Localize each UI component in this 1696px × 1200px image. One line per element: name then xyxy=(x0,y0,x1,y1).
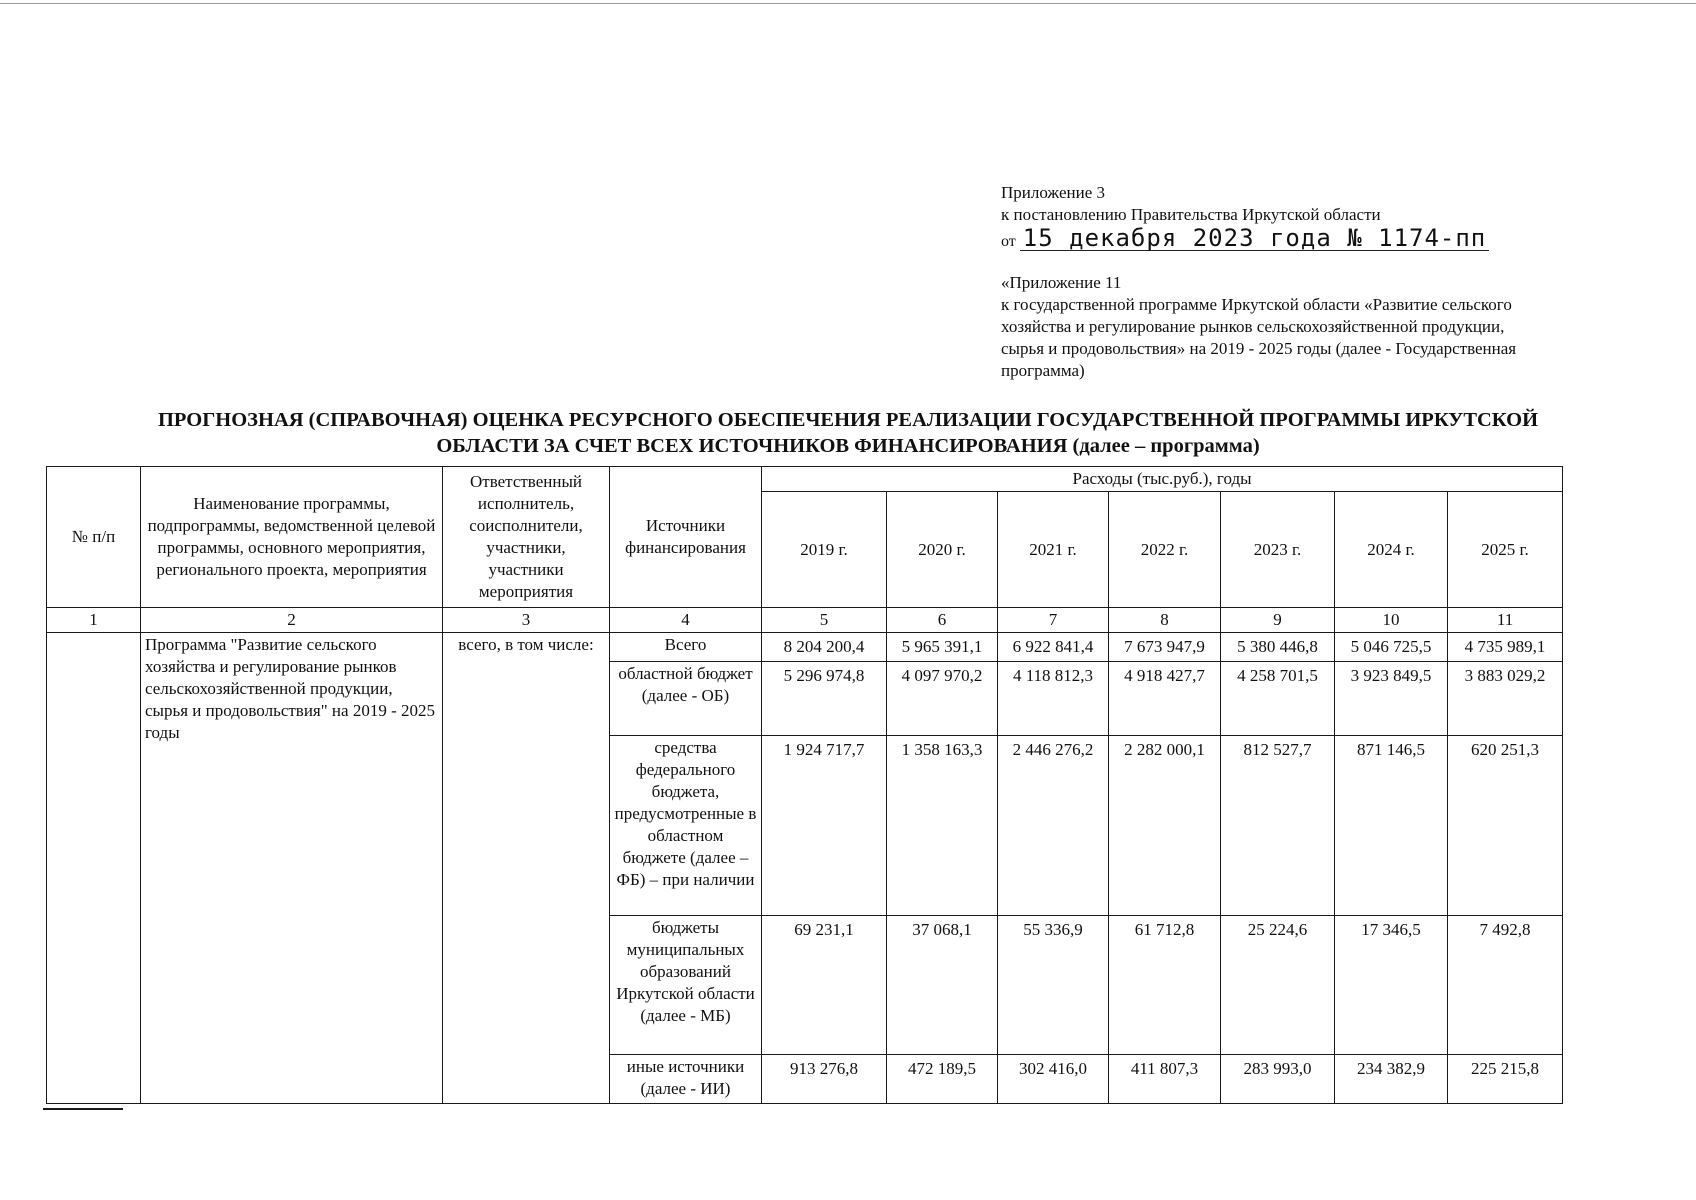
value-cell: 69 231,1 xyxy=(762,916,887,1055)
value-cell: 6 922 841,4 xyxy=(998,633,1109,662)
column-number: 7 xyxy=(998,608,1109,633)
header-year: 2023 г. xyxy=(1221,492,1335,608)
program-reference xyxy=(1001,272,1601,382)
column-numbers-row xyxy=(47,608,1563,633)
program-ref-line: хозяйства и регулирование рынков сельскохозяйственной продукции, xyxy=(1001,317,1505,336)
value-cell: 7 492,8 xyxy=(1448,916,1563,1055)
annex-block xyxy=(1001,182,1601,382)
value-cell: 2 282 000,1 xyxy=(1109,736,1221,916)
value-cell: 225 215,8 xyxy=(1448,1055,1563,1104)
header-row xyxy=(47,467,1563,492)
column-number: 8 xyxy=(1109,608,1221,633)
order-prefix: от xyxy=(1001,233,1016,250)
column-number: 1 xyxy=(47,608,141,633)
value-cell: 5 965 391,1 xyxy=(887,633,998,662)
program-ref-line: к государственной программе Иркутской области «Развитие сельского xyxy=(1001,295,1512,314)
header-year: 2025 г. xyxy=(1448,492,1563,608)
order-date-line xyxy=(1001,226,1601,253)
header-sources: Источники финансирования xyxy=(610,467,762,608)
table-bottom-rule xyxy=(43,1108,123,1110)
value-cell: 620 251,3 xyxy=(1448,736,1563,916)
table-row xyxy=(47,633,1563,662)
header-year: 2024 г. xyxy=(1335,492,1448,608)
value-cell: 472 189,5 xyxy=(887,1055,998,1104)
program-responsible: всего, в том числе: xyxy=(443,633,610,1104)
header-name: Наименование программы, подпрограммы, ведомственной целевой программы, основного мероприятия, регионального проекта, мероприятия xyxy=(141,467,443,608)
document-title xyxy=(90,407,1606,459)
source-cell: областной бюджет (далее - ОБ) xyxy=(610,662,762,736)
scan-top-edge xyxy=(0,3,1696,4)
value-cell: 3 923 849,5 xyxy=(1335,662,1448,736)
value-cell: 8 204 200,4 xyxy=(762,633,887,662)
value-cell: 5 296 974,8 xyxy=(762,662,887,736)
header-year: 2021 г. xyxy=(998,492,1109,608)
value-cell: 17 346,5 xyxy=(1335,916,1448,1055)
column-number: 2 xyxy=(141,608,443,633)
column-number: 11 xyxy=(1448,608,1563,633)
value-cell: 1 924 717,7 xyxy=(762,736,887,916)
financing-table xyxy=(46,466,1563,1104)
column-number: 6 xyxy=(887,608,998,633)
source-cell: средства федерального бюджета, предусмотренные в областном бюджете (далее – ФБ) – при наличии xyxy=(610,736,762,916)
value-cell: 5 380 446,8 xyxy=(1221,633,1335,662)
value-cell: 1 358 163,3 xyxy=(887,736,998,916)
value-cell: 913 276,8 xyxy=(762,1055,887,1104)
column-number: 4 xyxy=(610,608,762,633)
annex-resolution-ref: к постановлению Правительства Иркутской области xyxy=(1001,205,1381,224)
value-cell: 37 068,1 xyxy=(887,916,998,1055)
program-ref-line: программа) xyxy=(1001,361,1085,380)
value-cell: 61 712,8 xyxy=(1109,916,1221,1055)
column-number: 9 xyxy=(1221,608,1335,633)
header-num: № п/п xyxy=(47,467,141,608)
value-cell: 4 918 427,7 xyxy=(1109,662,1221,736)
column-number: 10 xyxy=(1335,608,1448,633)
source-cell: Всего xyxy=(610,633,762,662)
program-name: Программа "Развитие сельского хозяйства и регулирование рынков сельскохозяйственной продукции, сырья и продовольствия" на 2019 - 2025 годы xyxy=(141,633,443,1104)
header-year: 2020 г. xyxy=(887,492,998,608)
value-cell: 3 883 029,2 xyxy=(1448,662,1563,736)
value-cell: 4 735 989,1 xyxy=(1448,633,1563,662)
value-cell: 4 118 812,3 xyxy=(998,662,1109,736)
value-cell: 4 258 701,5 xyxy=(1221,662,1335,736)
value-cell: 2 446 276,2 xyxy=(998,736,1109,916)
value-cell: 7 673 947,9 xyxy=(1109,633,1221,662)
source-cell: бюджеты муниципальных образований Иркутской области (далее - МБ) xyxy=(610,916,762,1055)
value-cell: 302 416,0 xyxy=(998,1055,1109,1104)
header-year: 2022 г. xyxy=(1109,492,1221,608)
annex-title: Приложение 3 xyxy=(1001,183,1105,202)
program-num xyxy=(47,633,141,1104)
order-number-handwritten: 15 декабря 2023 года № 1174-пп xyxy=(1020,226,1489,251)
header-responsible: Ответственный исполнитель, соисполнители, участники, участники мероприятия xyxy=(443,467,610,608)
value-cell: 871 146,5 xyxy=(1335,736,1448,916)
value-cell: 234 382,9 xyxy=(1335,1055,1448,1104)
value-cell: 812 527,7 xyxy=(1221,736,1335,916)
header-expenses: Расходы (тыс.руб.), годы xyxy=(762,467,1563,492)
value-cell: 5 046 725,5 xyxy=(1335,633,1448,662)
value-cell: 55 336,9 xyxy=(998,916,1109,1055)
column-number: 5 xyxy=(762,608,887,633)
column-number: 3 xyxy=(443,608,610,633)
title-line: ОБЛАСТИ ЗА СЧЕТ ВСЕХ ИСТОЧНИКОВ ФИНАНСИРОВАНИЯ (далее – программа) xyxy=(436,435,1260,457)
program-ref-line: сырья и продовольствия» на 2019 - 2025 годы (далее - Государственная xyxy=(1001,339,1517,358)
program-ref-line: «Приложение 11 xyxy=(1001,273,1122,292)
value-cell: 283 993,0 xyxy=(1221,1055,1335,1104)
title-line: ПРОГНОЗНАЯ (СПРАВОЧНАЯ) ОЦЕНКА РЕСУРСНОГО ОБЕСПЕЧЕНИЯ РЕАЛИЗАЦИИ ГОСУДАРСТВЕННОЙ ПРОГРАММЫ ИРКУТСКОЙ xyxy=(157,409,1539,431)
value-cell: 4 097 970,2 xyxy=(887,662,998,736)
value-cell: 411 807,3 xyxy=(1109,1055,1221,1104)
header-year: 2019 г. xyxy=(762,492,887,608)
value-cell: 25 224,6 xyxy=(1221,916,1335,1055)
source-cell: иные источники (далее - ИИ) xyxy=(610,1055,762,1104)
